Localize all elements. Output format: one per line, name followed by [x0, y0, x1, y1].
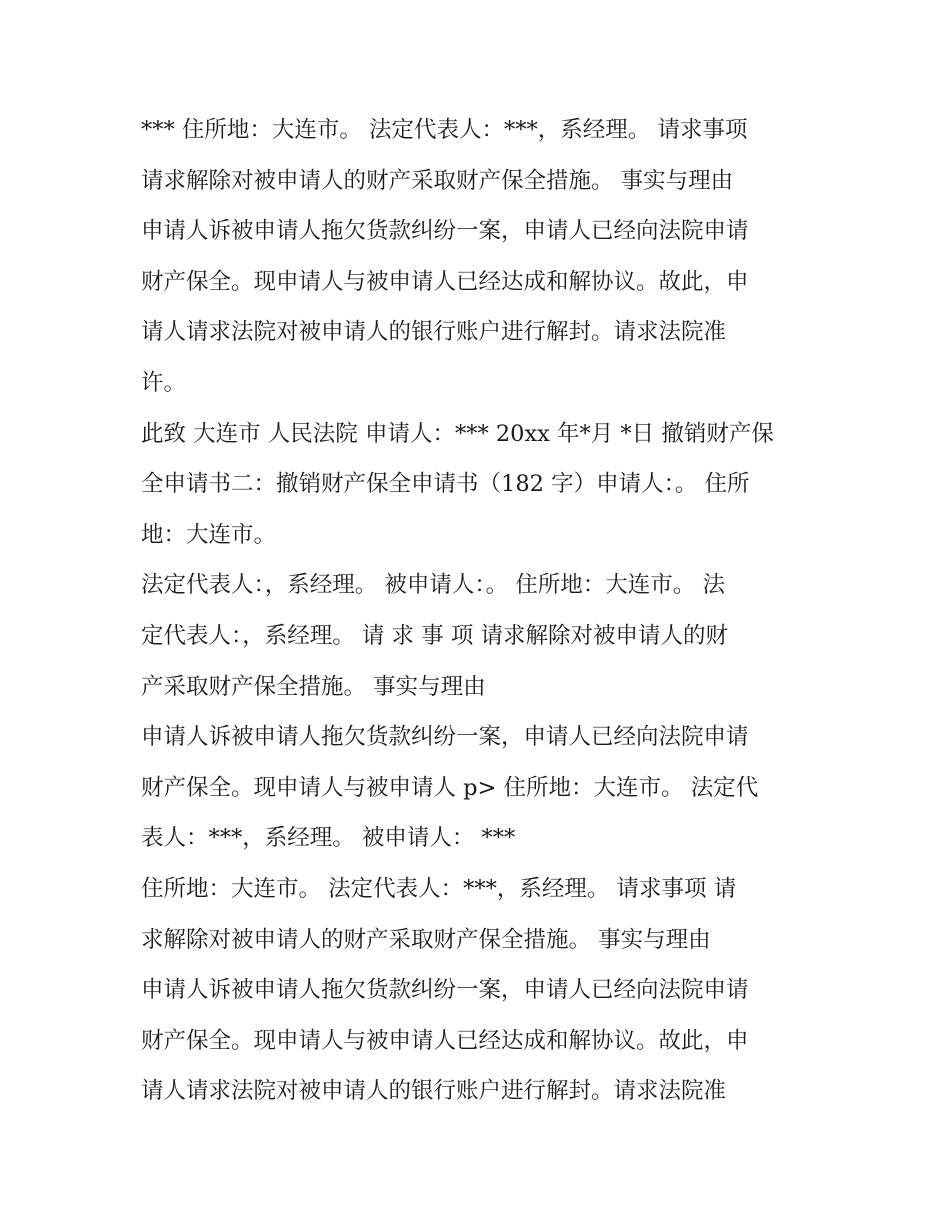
text-line: 表人：***，系经理。 被申请人： *** [141, 825, 516, 852]
text-line: 请人请求法院对被申请人的银行账户进行解封。请求法院准 [141, 1078, 727, 1105]
text-line: *** 住所地：大连市。 法定代表人：***，系经理。 请求事项 [141, 117, 748, 143]
text-line: 定代表人：，系经理。 请 求 事 项 请求解除对被申请人的财 [141, 622, 729, 649]
text-line: 产采取财产保全措施。 事实与理由 [141, 673, 486, 700]
text-line: 地：大连市。 [141, 521, 277, 548]
text-line: 求解除对被申请人的财产采取财产保全措施。 事实与理由 [141, 926, 711, 953]
text-line: 财产保全。现申请人与被申请人已经达成和解协议。故此，申 [141, 268, 749, 295]
text-line: 请人请求法院对被申请人的银行账户进行解封。请求法院准 [141, 319, 727, 346]
text-line: 全申请书二：撤销财产保全申请书（182 字）申请人：。 住所 [141, 471, 750, 498]
document-body [141, 105, 821, 1117]
text-line: 此致 大连市 人民法院 申请人：*** 20xx 年*月 *日 撤销财产保 [141, 420, 774, 447]
text-line: 财产保全。现申请人与被申请人 p> 住所地：大连市。 法定代 [141, 774, 759, 801]
text-line: 申请人诉被申请人拖欠货款纠纷一案，申请人已经向法院申请 [141, 218, 749, 245]
text-line: 请求解除对被申请人的财产采取财产保全措施。 事实与理由 [141, 167, 734, 194]
text-line: 财产保全。现申请人与被申请人已经达成和解协议。故此，申 [141, 1027, 749, 1054]
text-line: 许。 [141, 369, 187, 396]
text-line: 法定代表人：，系经理。 被申请人：。 住所地：大连市。 法 [141, 572, 725, 599]
text-line: 申请人诉被申请人拖欠货款纠纷一案，申请人已经向法院申请 [141, 977, 749, 1004]
text-line: 申请人诉被申请人拖欠货款纠纷一案，申请人已经向法院申请 [141, 724, 749, 751]
text-line: 住所地：大连市。 法定代表人：***，系经理。 请求事项 请 [141, 875, 737, 902]
